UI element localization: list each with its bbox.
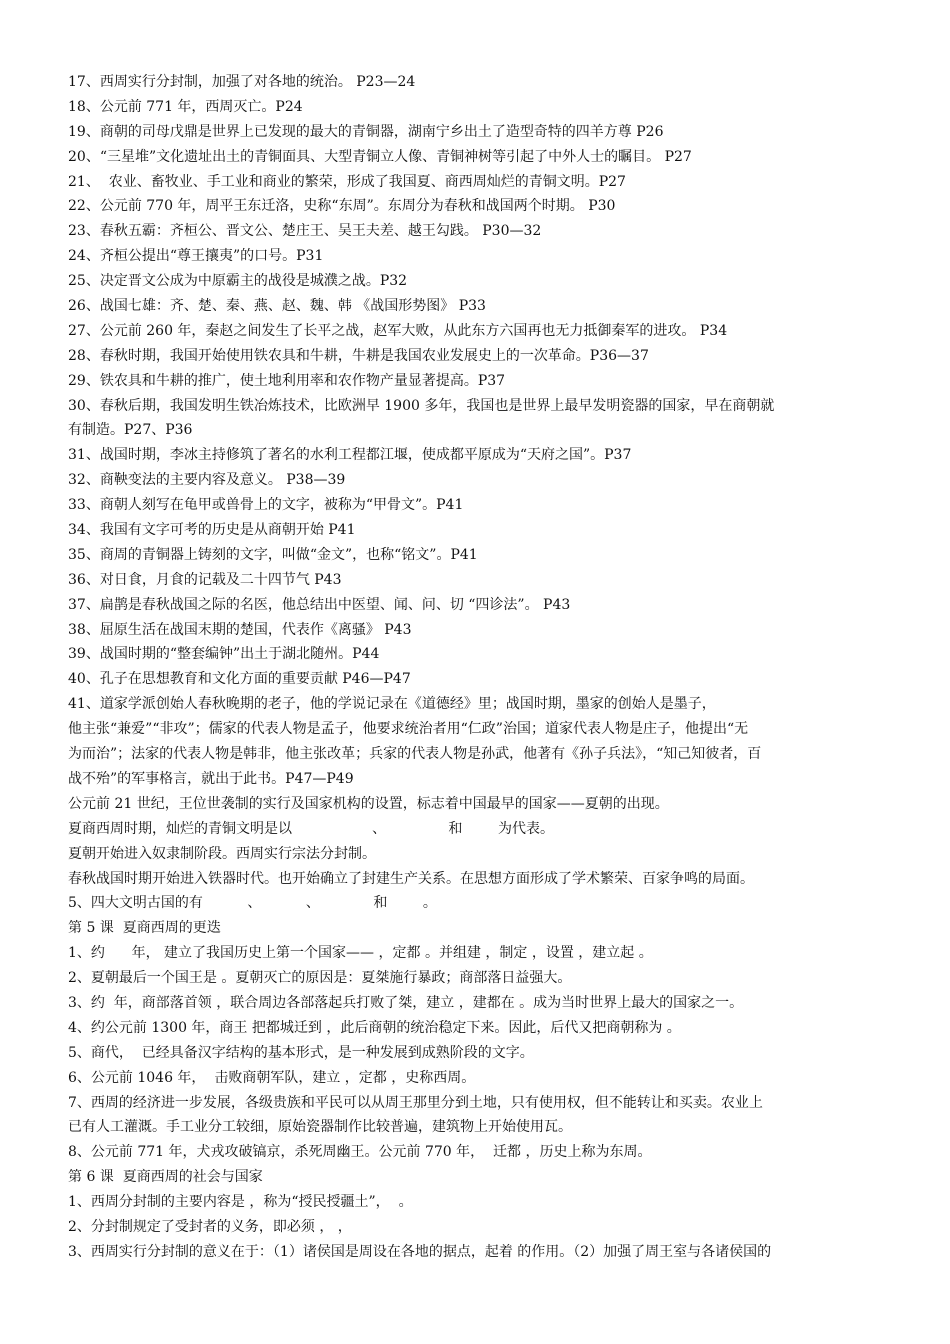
section-heading: 第 6 课 夏商西周的社会与国家 — [68, 1169, 263, 1186]
text-line: 41、道家学派创始人春秋晚期的老子，他的学说记录在《道德经》里；战国时期，墨家的创始人是墨子， — [68, 696, 716, 713]
text-line: 31、战国时期，李冰主持修筑了著名的水利工程都江堰，使成都平原成为“天府之国”。P37 — [68, 447, 632, 464]
text-line: 35、商周的青铜器上铸刻的文字，叫做“金文”，也称“铭文”。P41 — [68, 546, 478, 563]
text-line: 40、孔子在思想教育和文化方面的重要贡献 P46—P47 — [68, 671, 411, 688]
text-line: 3、西周实行分封制的意义在于：（1）诸侯国是周设在各地的据点，起着 的作用。（2）加强了周王室与各诸侯国的 — [68, 1243, 772, 1260]
section-heading: 第 5 课 夏商西周的更迭 — [68, 920, 221, 937]
text-line: 29、铁农具和牛耕的推广，使土地利用率和农作物产量显著提高。P37 — [68, 372, 506, 389]
text-line: 21、 农业、畜牧业、手工业和商业的繁荣，形成了我国夏、商西周灿烂的青铜文明。P27 — [68, 173, 626, 190]
text-line: 33、商朝人刻写在龟甲或兽骨上的文字，被称为“甲骨文”。P41 — [68, 497, 464, 514]
text-line: 28、春秋时期，我国开始使用铁农具和牛耕，牛耕是我国农业发展史上的一次革命。P36—37 — [68, 347, 649, 364]
text-line: 8、公元前 771 年，犬戎攻破镐京，杀死周幽王。公元前 770 年， 迁都 ，历史上称为东周。 — [68, 1144, 652, 1161]
text-line: 1、约 年， 建立了我国历史上第一个国家—— ，定都 。并组建 ，制定 ，设置 ，建立起 。 — [68, 945, 653, 962]
text-line: 39、战国时期的“整套编钟”出土于湖北随州。P44 — [68, 646, 380, 663]
text-line: 夏商西周时期，灿烂的青铜文明是以 、 和 为代表。 — [68, 820, 555, 837]
text-line: 23、春秋五霸：齐桓公、晋文公、楚庄王、吴王夫差、越王勾践。 P30—32 — [68, 223, 542, 240]
document-page — [68, 70, 914, 1265]
text-line: 4、约公元前 1300 年，商王 把都城迁到 ，此后商朝的统治稳定下来。因此，后代又把商朝称为 。 — [68, 1019, 681, 1036]
text-line: 37、扁鹊是春秋战国之际的名医，他总结出中医望、闻、问、切 “四诊法”。 P43 — [68, 596, 571, 613]
text-line: 他主张“兼爱”“非攻”；儒家的代表人物是孟子，他要求统治者用“仁政”治国；道家代表人物是庄子，他提出“无 — [68, 721, 749, 738]
text-line: 战不殆”的军事格言，就出于此书。P47—P49 — [68, 770, 354, 787]
text-line: 已有人工灌溉。手工业分工较细，原始瓷器制作比较普遍，建筑物上开始使用瓦。 — [68, 1119, 572, 1136]
text-line: 20、“三星堆”文化遗址出土的青铜面具、大型青铜立人像、青铜神树等引起了中外人士的瞩目。 P27 — [68, 148, 692, 165]
text-line: 26、战国七雄：齐、楚、秦、燕、赵、魏、韩 《战国形势图》 P33 — [68, 298, 486, 315]
text-line: 27、公元前 260 年，秦赵之间发生了长平之战，赵军大败，从此东方六国再也无力抵御秦军的进攻。 P34 — [68, 322, 728, 339]
text-line: 1、西周分封制的主要内容是 ，称为“授民授疆土”， 。 — [68, 1194, 413, 1211]
text-line: 34、我国有文字可考的历史是从商朝开始 P41 — [68, 522, 356, 539]
text-line: 3、约 年，商部落首领 ，联合周边各部落起兵打败了桀，建立 ，建都在 。成为当时世界上最大的国家之一。 — [68, 994, 744, 1011]
text-line: 30、春秋后期，我国发明生铁冶炼技术，比欧洲早 1900 多年，我国也是世界上最早发明瓷器的国家，早在商朝就 — [68, 397, 775, 414]
text-line: 6、公元前 1046 年， 击败商朝军队，建立 ，定都 ，史称西周。 — [68, 1069, 476, 1086]
text-line: 为而治”；法家的代表人物是韩非，他主张改革；兵家的代表人物是孙武，他著有《孙子兵法》，“知己知彼者，百 — [68, 746, 762, 763]
text-line: 夏朝开始进入奴隶制阶段。西周实行宗法分封制。 — [68, 845, 376, 862]
text-line: 32、商鞅变法的主要内容及意义。 P38—39 — [68, 472, 346, 489]
text-line: 5、四大文明古国的有 、 、 和 。 — [68, 895, 437, 912]
text-line: 春秋战国时期开始进入铁器时代。也开始确立了封建生产关系。在思想方面形成了学术繁荣、百家争鸣的局面。 — [68, 870, 754, 887]
text-line: 38、屈原生活在战国末期的楚国，代表作《离骚》 P43 — [68, 621, 412, 638]
text-line: 22、公元前 770 年，周平王东迁洛，史称“东周”。东周分为春秋和战国两个时期。 P30 — [68, 198, 616, 215]
text-line: 25、决定晋文公成为中原霸主的战役是城濮之战。P32 — [68, 273, 408, 290]
text-line: 公元前 21 世纪，王位世袭制的实行及国家机构的设置，标志着中国最早的国家——夏朝的出现。 — [68, 795, 669, 812]
text-line: 24、齐桓公提出“尊王攘夷”的口号。P31 — [68, 248, 324, 265]
text-line: 2、分封制规定了受封者的义务，即必须 ， ， — [68, 1218, 352, 1235]
text-line: 18、公元前 771 年，西周灭亡。P24 — [68, 98, 303, 115]
text-line: 17、西周实行分封制，加强了对各地的统治。 P23—24 — [68, 74, 416, 90]
text-line: 7、西周的经济进一步发展，各级贵族和平民可以从周王那里分到土地，只有使用权，但不能转让和买卖。农业上 — [68, 1094, 763, 1111]
text-line: 5、商代， 已经具备汉字结构的基本形式，是一种发展到成熟阶段的文字。 — [68, 1044, 534, 1061]
text-line: 19、商朝的司母戊鼎是世界上已发现的最大的青铜器，湖南宁乡出土了造型奇特的四羊方尊 P26 — [68, 123, 664, 140]
text-line: 2、夏朝最后一个国王是 。夏朝灭亡的原因是：夏桀施行暴政；商部落日益强大。 — [68, 970, 572, 987]
text-line: 有制造。P27、P36 — [68, 422, 193, 439]
text-line: 36、对日食，月食的记载及二十四节气 P43 — [68, 571, 342, 588]
